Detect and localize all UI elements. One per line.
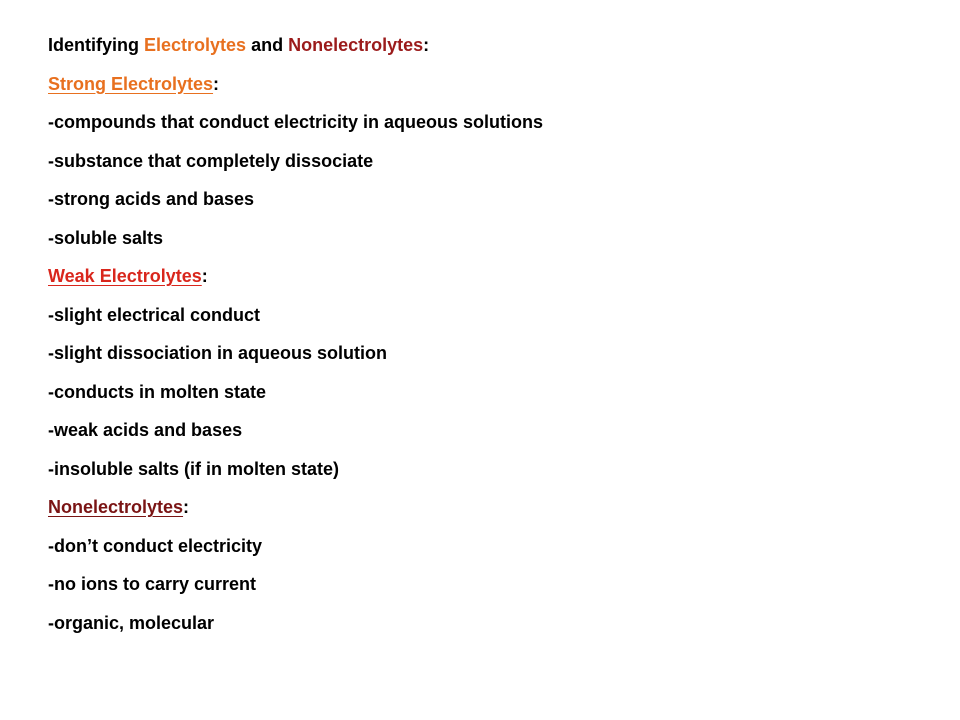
- strong-item: -compounds that conduct electricity in aqueous solutions: [48, 112, 544, 132]
- weak-item: -insoluble salts (if in molten state): [48, 458, 340, 479]
- title-and: and: [246, 35, 289, 55]
- nonelectrolyte-item: -don’t conduct electricity: [48, 535, 263, 556]
- title-colon: :: [423, 35, 430, 55]
- weak-item: -weak acids and bases: [48, 420, 243, 440]
- page-title: [48, 34, 928, 73]
- weak-heading-colon: :: [201, 266, 208, 286]
- title-prefix: Identifying: [48, 35, 144, 55]
- strong-item: -strong acids and bases: [48, 189, 255, 209]
- weak-item: -conducts in molten state: [48, 381, 267, 402]
- strong-item: -soluble salts: [48, 227, 164, 248]
- strong-electrolytes-heading: [48, 73, 928, 112]
- weak-item: -slight electrical conduct: [48, 304, 261, 325]
- nonelectrolytes-heading-label: Nonelectrolytes: [48, 497, 184, 517]
- slide-content: [48, 34, 928, 650]
- strong-item: -substance that completely dissociate: [48, 150, 374, 171]
- nonelectrolytes-heading: [48, 496, 928, 535]
- title-nonelectrolytes: Nonelectrolytes: [288, 35, 424, 55]
- weak-heading-label: Weak Electrolytes: [48, 266, 202, 286]
- strong-heading-label: Strong Electrolytes: [48, 73, 214, 94]
- nonelectrolyte-item: -organic, molecular: [48, 612, 215, 633]
- strong-heading-colon: :: [213, 73, 220, 94]
- nonelectrolyte-item: -no ions to carry current: [48, 574, 257, 594]
- title-electrolytes: Electrolytes: [144, 35, 247, 55]
- weak-item: -slight dissociation in aqueous solution: [48, 343, 388, 363]
- nonelectrolytes-heading-colon: :: [183, 497, 190, 517]
- weak-electrolytes-heading: [48, 265, 928, 304]
